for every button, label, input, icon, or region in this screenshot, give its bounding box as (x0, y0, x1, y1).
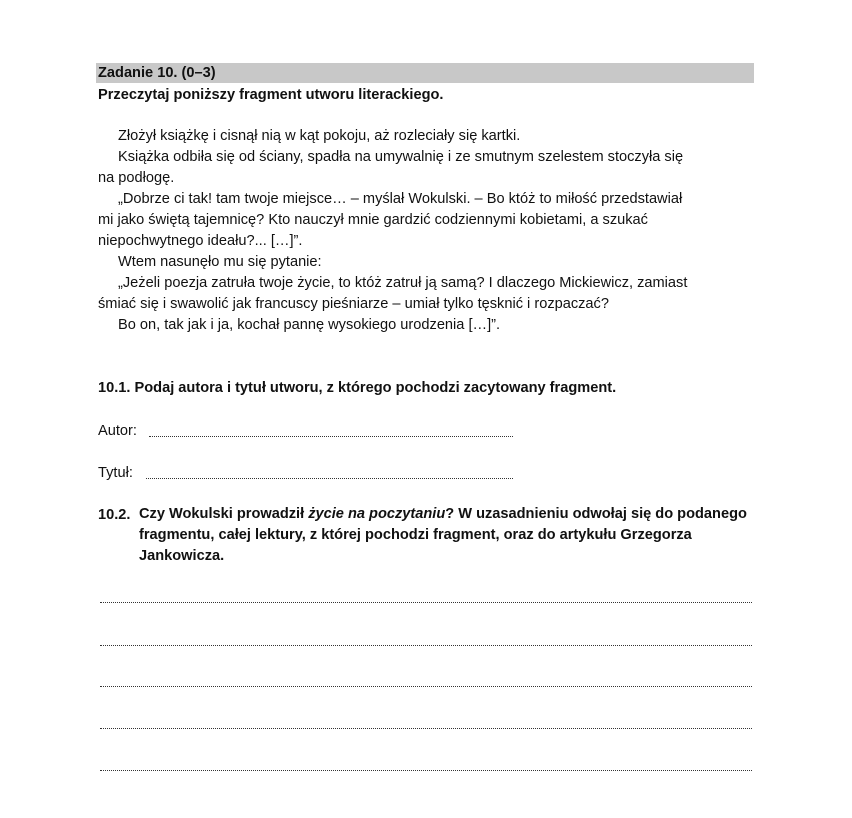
passage-line: „Dobrze ci tak! tam twoje miejsce… – myślał Wokulski. – Bo któż to miłość przedstawiał (118, 191, 683, 207)
passage-line: śmiać się i swawolić jak francuscy pieśniarze – umiał tylko tęsknić i rozpaczać? (98, 296, 609, 312)
passage-line: Złożył książkę i cisnął nią w kąt pokoju, aż rozleciały się kartki. (118, 128, 521, 144)
title-label: Tytuł: (98, 465, 133, 481)
passage-line: „Jeżeli poezja zatruła twoje życie, to któż zatruł ją samą? I dlaczego Mickiewicz, zamiast (118, 275, 688, 291)
answer-line[interactable] (100, 645, 752, 646)
task-header: Zadanie 10. (0–3) (98, 65, 216, 81)
passage-line: na podłogę. (98, 170, 175, 186)
question-10-1: 10.1. Podaj autora i tytuł utworu, z którego pochodzi zacytowany fragment. (98, 380, 617, 396)
question-10-2-italic-phrase: życie na poczytaniu (308, 506, 446, 522)
answer-line[interactable] (100, 770, 752, 771)
question-10-2-number: 10.2. (98, 507, 131, 523)
passage-line: Książka odbiła się od ściany, spadła na umywalnię i ze smutnym szelestem stoczyła się (118, 149, 684, 165)
answer-line[interactable] (100, 602, 752, 603)
author-label: Autor: (98, 423, 137, 439)
answer-line[interactable] (100, 728, 752, 729)
question-10-2-text-start: Czy Wokulski prowadził (139, 506, 309, 522)
author-answer-field[interactable] (149, 436, 513, 437)
passage-line: Wtem nasunęło mu się pytanie: (118, 254, 322, 270)
passage-line: Bo on, tak jak i ja, kochał pannę wysokiego urodzenia […]”. (118, 317, 501, 333)
title-answer-field[interactable] (146, 478, 513, 479)
task-instruction: Przeczytaj poniższy fragment utworu literackiego. (98, 87, 444, 103)
question-10-2-text (139, 504, 754, 567)
passage-line: mi jako świętą tajemnicę? Kto nauczył mnie gardzić codziennymi kobietami, a szukać (98, 212, 648, 228)
answer-line[interactable] (100, 686, 752, 687)
passage-line: niepochwytnego ideału?... […]”. (98, 233, 303, 249)
question-10-2-text-end: ? W uzasadnieniu odwołaj się do podanego fragmentu, całej lektury, z której pochodzi fragment, oraz do artykułu Grzegorza Jankowicza. (139, 506, 747, 564)
